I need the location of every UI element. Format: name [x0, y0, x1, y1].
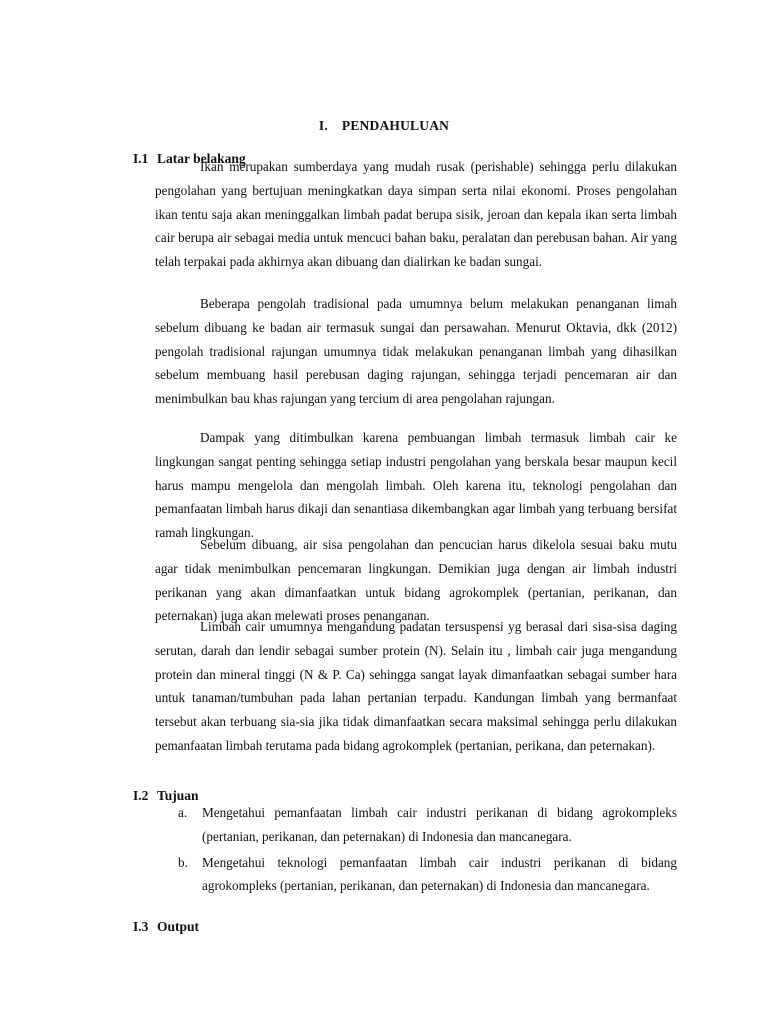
paragraph-1: Ikan merupakan sumberdaya yang mudah rusak (perishable) sehingga perlu dilakukan pengolahan yang bertujuan meningkatkan daya simpan serta nilai ekonomi. Proses pengolahan ikan tentu saja akan meninggalkan limbah padat berupa sisik, jeroan dan kepala ikan serta limbah cair berupa air sebagai media untuk mencuci bahan baku, peralatan dan perebusan bahan. Air yang telah terpakai pada akhirnya akan dibuang dan dialirkan ke badan sungai. — [155, 159, 677, 270]
list-item-text: Mengetahui teknologi pemanfaatan limbah cair industri perikanan di bidang agrokompleks (pertanian, perikanan, dan peternakan) di Indonesia dan mancanegara. — [202, 854, 677, 894]
list-marker: a. — [178, 805, 188, 820]
list-item-text: Mengetahui pemanfaatan limbah cair industri perikanan di bidang agrokompleks (pertanian, perikanan, dan peternakan) di Indonesia dan mancanegara. — [202, 805, 677, 844]
section-title: Tujuan — [157, 788, 199, 803]
paragraph-4: Sebelum dibuang, air sisa pengolahan dan pencucian harus dikelola sesuai baku mutu agar tidak menimbulkan pencemaran lingkungan. Demikian juga dengan air limbah industri perikanan yang akan dimanfaatkan untuk bidang agrokomplek (pertanian, perikanan, dan peternakan) juga akan melewati proses penanganan. — [155, 537, 677, 624]
section-title: Latar belakang — [157, 151, 246, 166]
section-number: I.2 — [133, 788, 149, 803]
list-marker: b. — [178, 854, 188, 870]
section-number: I.3 — [133, 919, 149, 934]
paragraph-3: Dampak yang ditimbulkan karena pembuangan limbah termasuk limbah cair ke lingkungan sangat penting sehingga setiap industri pengolahan yang berskala besar maupun kecil harus mampu mengelola dan mengolah limbah. Oleh karena itu, teknologi pengolahan dan pemanfaatan limbah harus dikaji dan senantiasa dikembangkan agar limbah yang terbuang bersifat ramah lingkungan. — [155, 430, 677, 541]
list-item — [176, 801, 677, 849]
section-number: I.1 — [133, 151, 149, 166]
paragraph-2: Beberapa pengolah tradisional pada umumnya belum melakukan penanganan limah sebelum dibuang ke badan air termasuk sungai dan persawahan. Menurut Oktavia, dkk (2012) pengolah tradisional rajungan umumnya tidak melakukan penanganan limbah yang dihasilkan sebelum membuang hasil perebusan daging rajungan, sehingga terjadi pencemaran air dan menimbulkan bau khas rajungan yang tercium di area pengolahan rajungan. — [155, 296, 677, 407]
section-title: Output — [157, 919, 200, 934]
chapter-title — [0, 118, 768, 134]
chapter-title-text: PENDAHULUAN — [341, 118, 450, 133]
chapter-number: I. — [318, 118, 328, 133]
tujuan-list — [176, 801, 677, 898]
list-item — [176, 851, 677, 899]
section-heading-output — [133, 919, 199, 935]
paragraph-5: Limbah cair umumnya mengandung padatan tersuspensi yg berasal dari sisa-sisa daging serutan, darah dan lendir sebagai sumber protein (N). Selain itu , limbah cair juga mengandung protein dan mineral tinggi (N & P. Ca) sehingga sangat layak dimanfaatkan sebagai sumber hara untuk tanaman/tumbuhan pada lahan pertanian terpadu. Kandungan limbah yang bermanfaat tersebut akan terbuang sia-sia jika tidak dimanfaatkan secara maksimal sehingga perlu dilakukan pemanfaatan limbah terutama pada bidang agrokomplek (pertanian, perikana, dan peternakan). — [155, 619, 677, 753]
